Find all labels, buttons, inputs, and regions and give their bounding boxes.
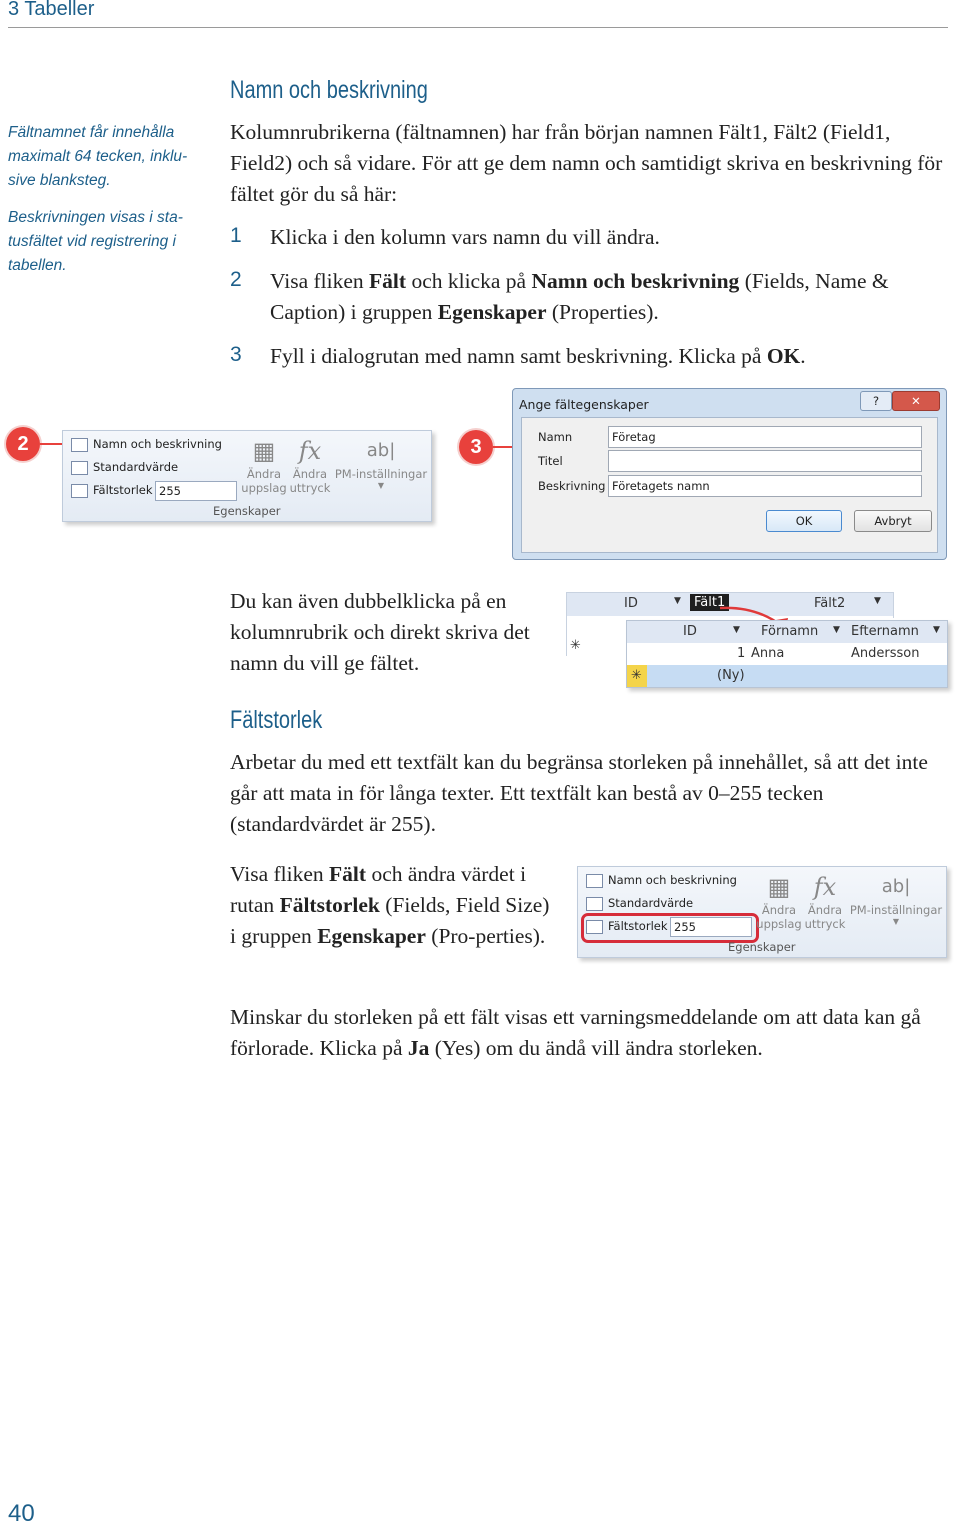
- grid2-new-row: [627, 665, 947, 687]
- default-value-button-2[interactable]: Standardvärde: [586, 896, 693, 911]
- ribbon-properties-group-2: [577, 866, 947, 958]
- field-size-instructions: Visa fliken Fält och ändra värdet i rutan Fältstorlek (Fields, Field Size) i gruppen Egenskaper (Pro-perties).: [230, 862, 550, 948]
- pm-settings-button[interactable]: ab| PM-inställningar ▼: [333, 435, 429, 490]
- change-lookup-button-2[interactable]: ▦ Ändra uppslag: [756, 873, 802, 931]
- warning-paragraph: Minskar du storleken på ett fält visas ett varningsmeddelande om att data kan gå förlorade. Klicka på Ja (Yes) om du ändå vill ändra storleken.: [230, 1005, 921, 1060]
- header-rule: [8, 27, 948, 28]
- default-value-icon: [71, 461, 88, 475]
- chapter-title: 3 Tabeller: [8, 0, 95, 20]
- step-3-text: Fyll i dialogrutan med namn samt beskrivning. Klicka på OK.: [270, 344, 806, 368]
- section-heading-name-desc: Namn och beskrivning: [230, 76, 428, 104]
- ribbon-properties-group-1: [62, 430, 432, 522]
- intro-paragraph: Kolumnrubrikerna (fältnamnen) har från början namnen Fält1, Fält2 (Field1, Field2) och så vidare. För att ge dem namn och samtidigt skriva en beskrivning för fältet gör du så här:: [230, 120, 943, 206]
- tip-paragraph: Du kan även dubbelklicka på en kolumnrubrik och direkt skriva det namn du vill ge fältet.: [230, 589, 530, 675]
- field-size-highlight: [581, 913, 759, 943]
- field-size-input[interactable]: 255: [155, 481, 237, 501]
- dropdown-arrow-icon: ▼: [377, 481, 385, 490]
- fx-icon: fx: [298, 437, 322, 465]
- grid1-col-id-arrow-icon: ▼: [674, 596, 681, 606]
- name-desc-icon: [586, 874, 603, 888]
- change-lookup-button[interactable]: ▦ Ändra uppslag: [241, 437, 287, 495]
- grid2-row-lastname: Andersson: [851, 646, 920, 661]
- description-input[interactable]: Företagets namn: [608, 475, 922, 497]
- grid2-new-row-icon: ✳: [631, 668, 642, 683]
- grid2-col-id-arrow-icon: ▼: [733, 625, 740, 635]
- grid1-new-row-icon: ✳: [570, 638, 581, 653]
- title-input[interactable]: [608, 450, 922, 472]
- group-label-2: Egenskaper: [728, 940, 796, 954]
- section-heading-field-size: Fältstorlek: [230, 706, 323, 734]
- field-size-label: Fältstorlek: [71, 483, 153, 498]
- group-label: Egenskaper: [213, 504, 281, 518]
- change-expression-button-2[interactable]: fx Ändra uttryck: [804, 873, 846, 931]
- dialog-title: Ange fältegenskaper: [519, 397, 649, 412]
- field-size-label-2: Fältstorlek: [586, 919, 668, 934]
- sidenote-field-name: Fältnamnet får innehålla maximalt 64 tecken, inklu-sive blanksteg.: [8, 124, 188, 189]
- grid1-col-field2-arrow-icon: ▼: [874, 596, 881, 606]
- callout-2: 2: [6, 427, 40, 461]
- step-number-1: 1: [230, 224, 242, 247]
- ime-icon: ab|: [366, 440, 396, 461]
- name-desc-button-2[interactable]: Namn och beskrivning: [586, 873, 737, 888]
- grid2-col-lastname[interactable]: Efternamn: [851, 624, 919, 639]
- help-button[interactable]: ?: [860, 391, 892, 411]
- grid1-col-field1-editing[interactable]: Fält1: [690, 594, 729, 611]
- grid1-col-field2[interactable]: Fält2: [814, 596, 846, 611]
- fx-icon: fx: [813, 873, 837, 901]
- step-1-text: Klicka i den kolumn vars namn du vill ändra.: [270, 225, 660, 249]
- grid2-row-firstname: Anna: [751, 646, 785, 661]
- dropdown-arrow-icon: ▼: [892, 917, 900, 926]
- close-button[interactable]: ✕: [892, 391, 940, 411]
- step-number-2: 2: [230, 268, 242, 291]
- grid2-row-id: 1: [737, 646, 746, 661]
- description-label: Beskrivning: [538, 479, 606, 493]
- grid2-col-firstname-arrow-icon: ▼: [833, 625, 840, 635]
- change-expression-button[interactable]: fx Ändra uttryck: [289, 437, 331, 495]
- grid1-col-id[interactable]: ID: [624, 596, 638, 611]
- step-number-3: 3: [230, 343, 242, 366]
- title-label: Titel: [538, 454, 563, 468]
- ime-icon: ab|: [881, 876, 911, 897]
- dialog-body: [521, 417, 938, 553]
- name-label: Namn: [538, 430, 573, 444]
- pm-settings-button-2[interactable]: ab| PM-inställningar ▼: [848, 871, 944, 926]
- cancel-button[interactable]: Avbryt: [854, 510, 932, 532]
- sidenote-description: Beskrivningen visas i sta-tusfältet vid registrering i tabellen.: [8, 209, 183, 274]
- datasheet-2: [626, 620, 948, 688]
- step-2-text: Visa fliken Fält och klicka på Namn och beskrivning (Fields, Name & Caption) i gruppen Egenskaper (Properties).: [270, 269, 889, 324]
- name-input[interactable]: Företag: [608, 426, 922, 448]
- default-value-icon: [586, 897, 603, 911]
- name-desc-icon: [71, 438, 88, 452]
- dialog-window: [512, 388, 947, 560]
- ok-button[interactable]: OK: [766, 510, 842, 532]
- field-size-icon: [71, 484, 88, 498]
- grid2-col-id[interactable]: ID: [683, 624, 697, 639]
- lookup-icon: ▦: [252, 437, 276, 465]
- name-desc-button[interactable]: Namn och beskrivning: [71, 437, 222, 452]
- field-size-input-2[interactable]: 255: [670, 917, 752, 937]
- grid2-col-lastname-arrow-icon: ▼: [933, 625, 940, 635]
- default-value-button[interactable]: Standardvärde: [71, 460, 178, 475]
- grid2-col-firstname[interactable]: Förnamn: [761, 624, 819, 639]
- callout-3: 3: [459, 430, 493, 464]
- grid2-new-row-label: (Ny): [717, 668, 745, 683]
- lookup-icon: ▦: [767, 873, 791, 901]
- page-number: 40: [8, 1500, 35, 1527]
- field-size-paragraph: Arbetar du med ett textfält kan du begränsa storleken på innehållet, så att det inte går att mata in för långa texter. Ett textfält kan bestå av 0–255 tecken (standardvärdet är 255).: [230, 750, 928, 836]
